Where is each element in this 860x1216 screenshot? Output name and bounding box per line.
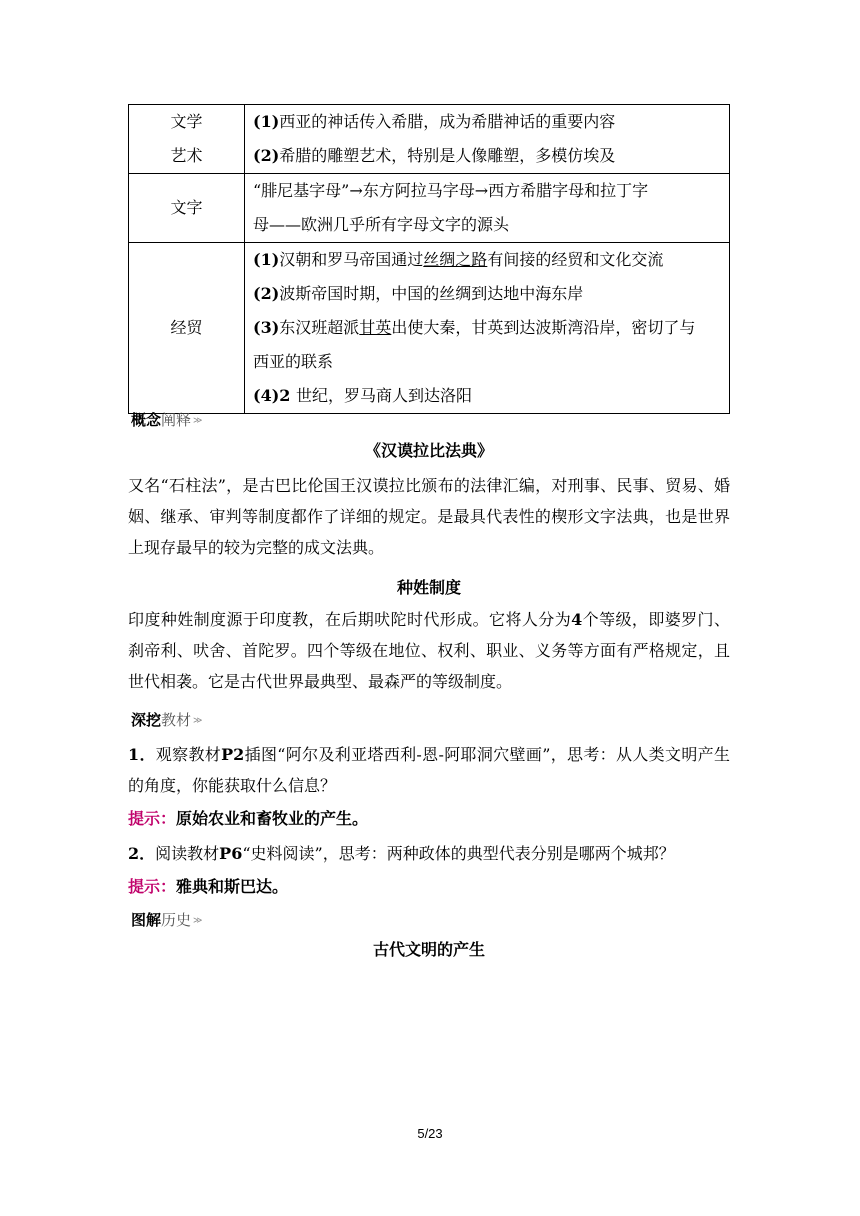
table-row xyxy=(129,105,730,174)
question-1: 1．观察教材P2插图“阿尔及利亚塔西利-恩-阿耶洞穴壁画”，思考：从人类文明产生的角度，你能获取什么信息？ xyxy=(128,745,730,795)
content-line: “腓尼基字母”→东方阿拉马字母→西方希腊字母和拉丁字 xyxy=(253,181,649,200)
hint-1: 提示：原始农业和畜牧业的产生。 xyxy=(128,809,369,828)
category-label: 艺术 xyxy=(170,146,203,165)
section-heading-concept: 概念阐释 ≫ xyxy=(131,411,203,429)
caste-body: 印度种姓制度源于印度教，在后期吠陀时代形成。它将人分为4个等级，即婆罗门、刹帝利、吠舍、首陀罗。四个等级在地位、权利、职业、义务等方面有严格规定，且世代相袭。它是古代世界最典型、最森严的等级制度。 xyxy=(128,610,730,691)
content-line: (3)东汉班超派甘英出使大秦，甘英到达波斯湾沿岸，密切了与 xyxy=(253,318,696,337)
chevron-double-down-icon: ≫ xyxy=(193,416,203,426)
diagram-title: 古代文明的产生 xyxy=(372,940,485,959)
hint-2: 提示：雅典和斯巴达。 xyxy=(128,877,289,896)
exchange-table xyxy=(128,104,730,414)
section-heading-textbook: 深挖教材 ≫ xyxy=(131,711,203,729)
question-2: 2．阅读教材P6“史料阅读”，思考：两种政体的典型代表分别是哪两个城邦？ xyxy=(128,844,675,863)
content-cell xyxy=(245,243,730,414)
category-label: 文字 xyxy=(170,198,203,217)
content-line: (2)波斯帝国时期，中国的丝绸到达地中海东岸 xyxy=(253,284,584,303)
content-line: (1)西亚的神话传入希腊，成为希腊神话的重要内容 xyxy=(253,112,616,131)
caste-title: 种姓制度 xyxy=(396,578,461,597)
content-line: (4)2 世纪，罗马商人到达洛阳 xyxy=(253,386,472,405)
category-cell xyxy=(129,174,245,243)
content-line: (1)汉朝和罗马帝国通过丝绸之路有间接的经贸和文化交流 xyxy=(253,250,664,269)
content-line: 母——欧洲几乎所有字母文字的源头 xyxy=(253,215,510,234)
page-number: 5/23 xyxy=(417,1126,443,1141)
content-line: (2)希腊的雕塑艺术，特别是人像雕塑，多模仿埃及 xyxy=(253,146,616,165)
chevron-double-down-icon: ≫ xyxy=(193,716,203,726)
table-row xyxy=(129,174,730,243)
category-label: 经贸 xyxy=(170,318,203,337)
content-cell xyxy=(245,174,730,243)
table-row xyxy=(129,243,730,414)
category-cell xyxy=(129,105,245,174)
hammurabi-body: 又名“石柱法”，是古巴比伦国王汉谟拉比颁布的法律汇编，对刑事、民事、贸易、婚姻、继承、审判等制度都作了详细的规定。是最具代表性的楔形文字法典，也是世界上现存最早的较为完整的成文法典。 xyxy=(128,476,730,557)
content-cell xyxy=(245,105,730,174)
category-cell xyxy=(129,243,245,414)
chevron-double-down-icon: ≫ xyxy=(193,916,203,926)
section-heading-history: 图解历史 ≫ xyxy=(131,911,203,929)
category-label: 文学 xyxy=(170,112,203,131)
content-line: 西亚的联系 xyxy=(253,352,334,371)
hammurabi-title: 《汉谟拉比法典》 xyxy=(364,441,493,460)
